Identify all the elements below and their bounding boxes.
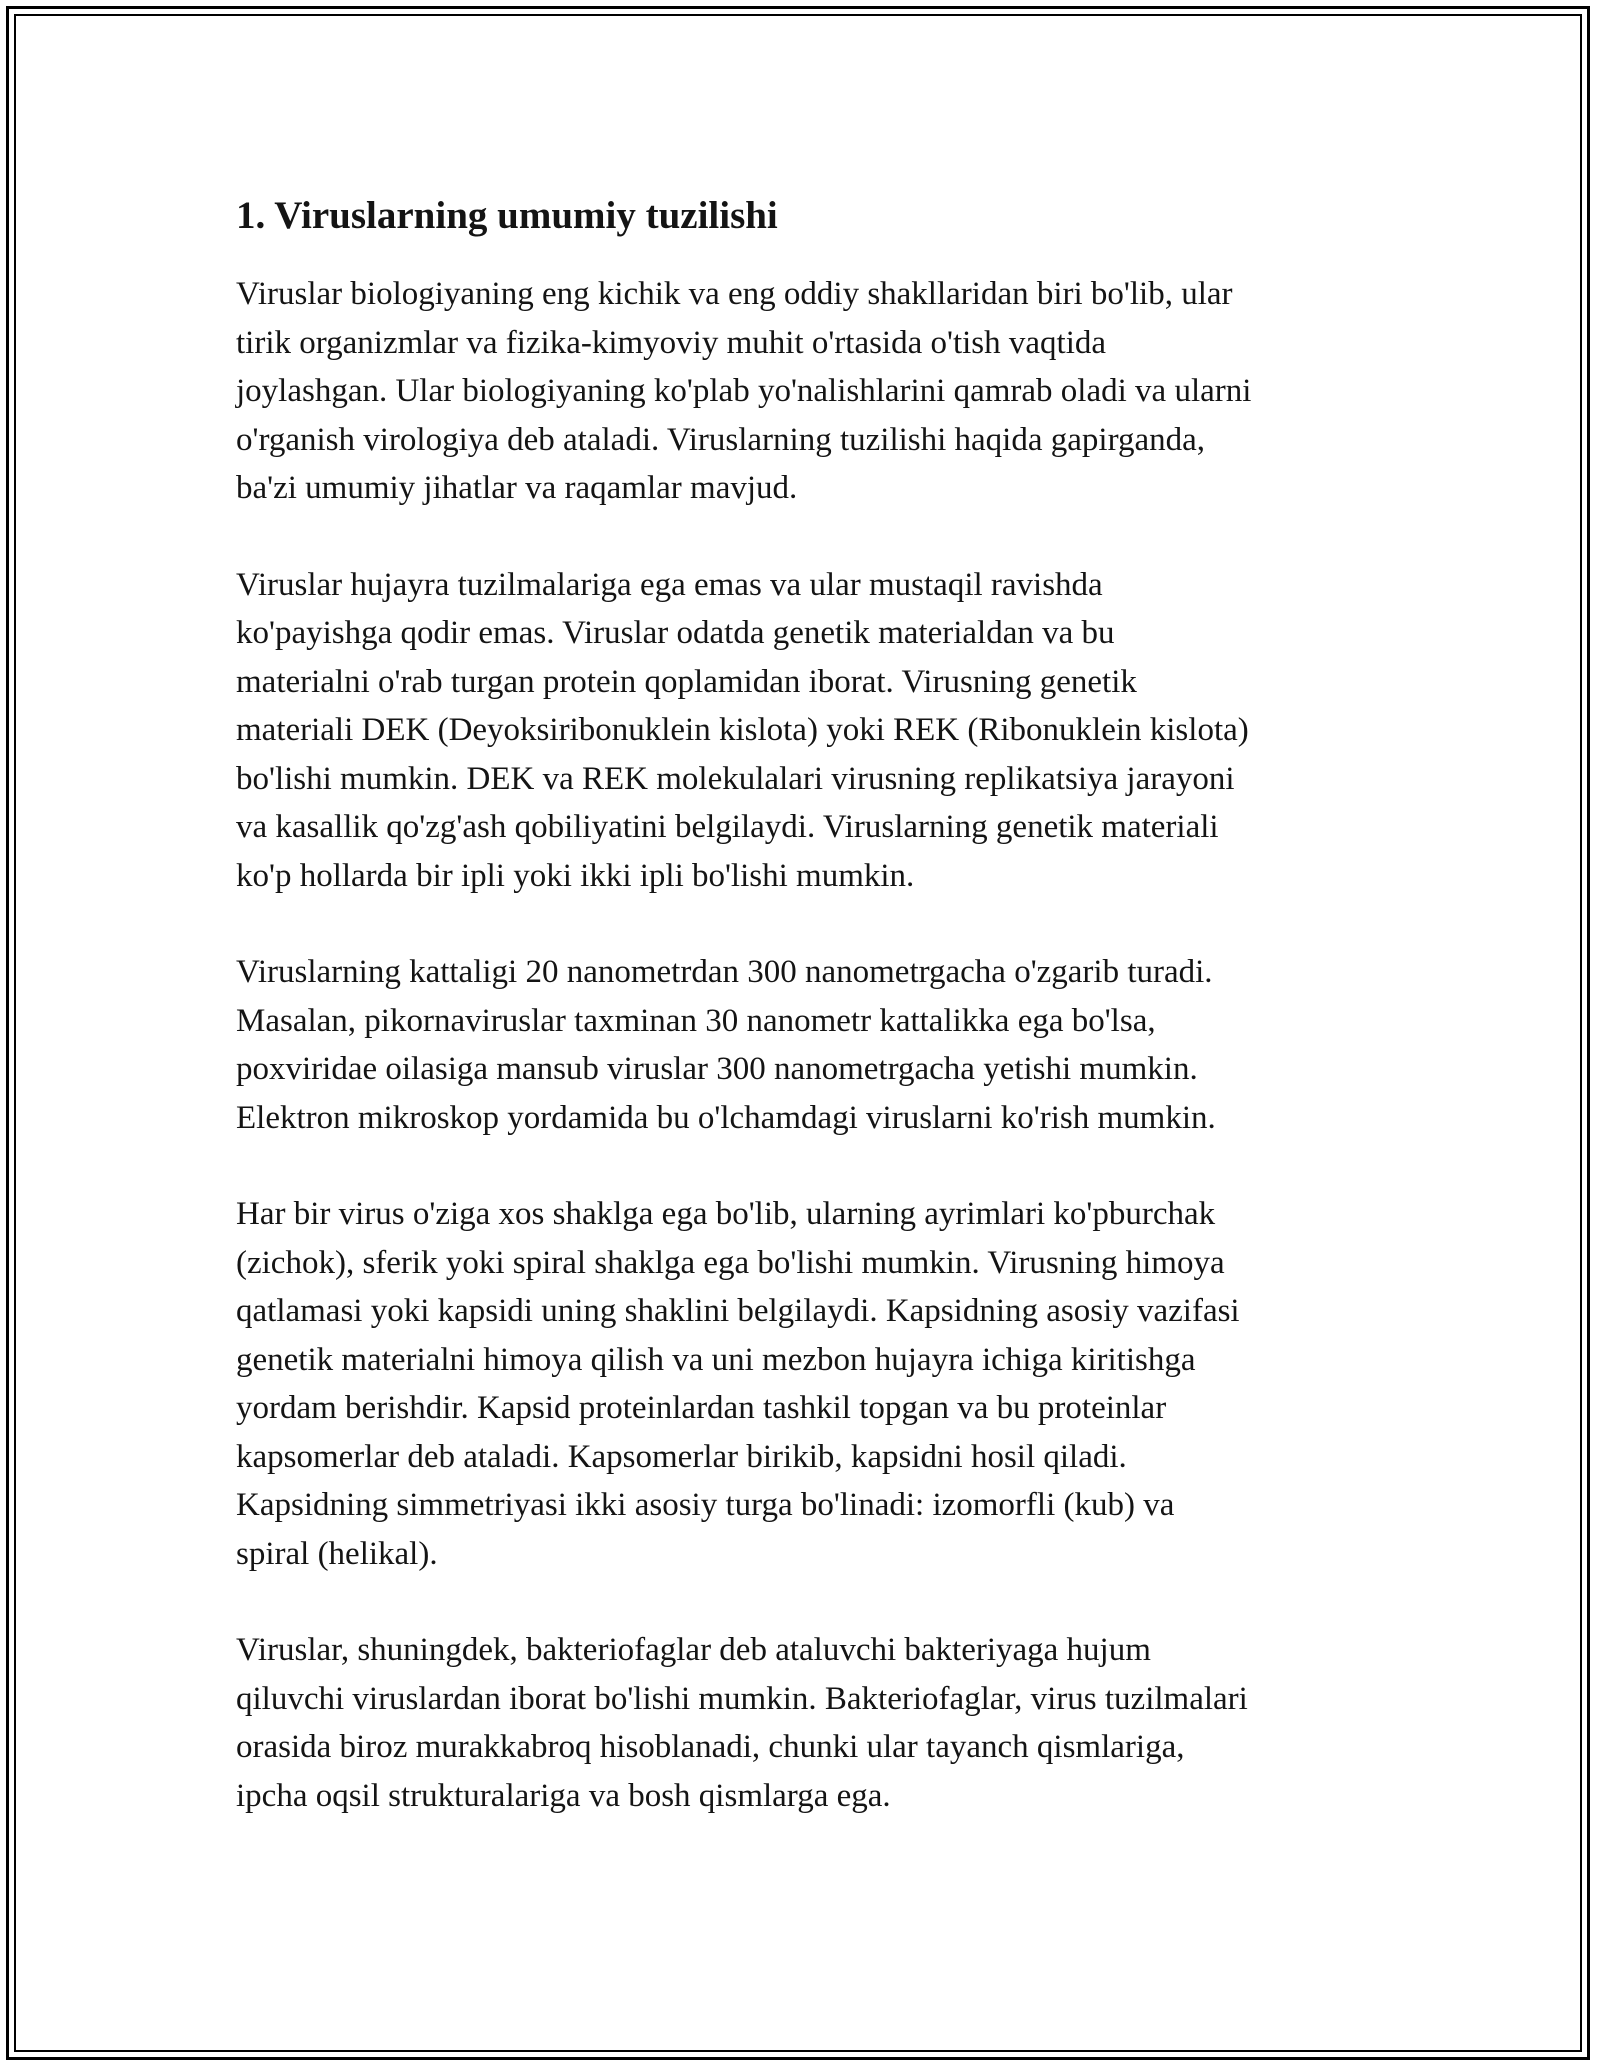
- text-line: kapsomerlar deb ataladi. Kapsomerlar birikib, kapsidni hosil qiladi.: [236, 1438, 1127, 1475]
- text-line: Har bir virus o'ziga xos shaklga ega bo'lib, ularning ayrimlari ko'pburchak: [236, 1196, 1216, 1232]
- paragraph-3: [236, 948, 1376, 1142]
- text-line: yordam berishdir. Kapsid proteinlardan tashkil topgan va bu proteinlar: [236, 1390, 1167, 1426]
- text-line: genetik materialni himoya qilish va uni mezbon hujayra ichiga kiritishga: [236, 1341, 1196, 1378]
- text-line: ba'zi umumiy jihatlar va raqamlar mavjud.: [236, 470, 798, 506]
- text-line: ko'p hollarda bir ipli yoki ikki ipli bo'lishi mumkin.: [236, 857, 915, 894]
- text-line: tirik organizmlar va fizika-kimyoviy muhit o'rtasida o'tish vaqtida: [236, 324, 1107, 361]
- text-line: Viruslarning kattaligi 20 nanometrdan 300 nanometrgacha o'zgarib turadi.: [236, 954, 1213, 990]
- text-line: ko'payishga qodir emas. Viruslar odatda genetik materialdan va bu: [236, 615, 1115, 651]
- text-line: Viruslar, shuningdek, bakteriofaglar deb ataluvchi bakteriyaga hujum: [236, 1632, 1151, 1668]
- text-line: qatlamasi yoki kapsidi uning shaklini belgilaydi. Kapsidning asosiy vazifasi: [236, 1293, 1240, 1329]
- text-line: bo'lishi mumkin. DEK va REK molekulalari virusning replikatsiya jarayoni: [236, 760, 1235, 797]
- paragraph-2: [236, 561, 1376, 901]
- text-line: va kasallik qo'zg'ash qobiliyatini belgilaydi. Viruslarning genetik materiali: [236, 809, 1219, 845]
- text-line: qiluvchi viruslardan iborat bo'lishi mumkin. Bakteriofaglar, virus tuzilmalari: [236, 1680, 1248, 1717]
- text-line: materiali DEK (Deyoksiribonuklein kislota) yoki REK (Ribonuklein kislota): [236, 712, 1249, 748]
- text-line: ipcha oqsil strukturalariga va bosh qismlarga ega.: [236, 1777, 891, 1814]
- document-page: [236, 188, 1376, 1820]
- text-line: Viruslar biologiyaning eng kichik va eng oddiy shakllaridan biri bo'lib, ular: [236, 276, 1233, 312]
- text-line: Kapsidning simmetriyasi ikki asosiy turga bo'linadi: izomorfli (kub) va: [236, 1487, 1175, 1523]
- text-line: Viruslar hujayra tuzilmalariga ega emas va ular mustaqil ravishda: [236, 566, 1103, 603]
- section-title: 1. Viruslarning umumiy tuzilishi: [236, 194, 778, 237]
- text-line: o'rganish virologiya deb ataladi. Viruslarning tuzilishi haqida gapirganda,: [236, 421, 1206, 458]
- paragraph-4: [236, 1190, 1376, 1578]
- text-line: Elektron mikroskop yordamida bu o'lchamdagi viruslarni ko'rish mumkin.: [236, 1099, 1216, 1136]
- text-line: materialni o'rab turgan protein qoplamidan iborat. Virusning genetik: [236, 663, 1137, 700]
- paragraph-5: [236, 1626, 1376, 1820]
- text-line: Masalan, pikornaviruslar taxminan 30 nanometr kattalikka ega bo'lsa,: [236, 1002, 1156, 1039]
- text-line: joylashgan. Ular biologiyaning ko'plab yo'nalishlarini qamrab oladi va ularni: [236, 373, 1252, 409]
- paragraph-1: [236, 270, 1376, 513]
- text-line: spiral (helikal).: [236, 1535, 438, 1572]
- text-line: (zichok), sferik yoki spiral shaklga ega bo'lishi mumkin. Virusning himoya: [236, 1244, 1225, 1281]
- text-line: poxviridae oilasiga mansub viruslar 300 nanometrgacha yetishi mumkin.: [236, 1051, 1198, 1087]
- text-line: orasida biroz murakkabroq hisoblanadi, chunki ular tayanch qismlariga,: [236, 1729, 1185, 1765]
